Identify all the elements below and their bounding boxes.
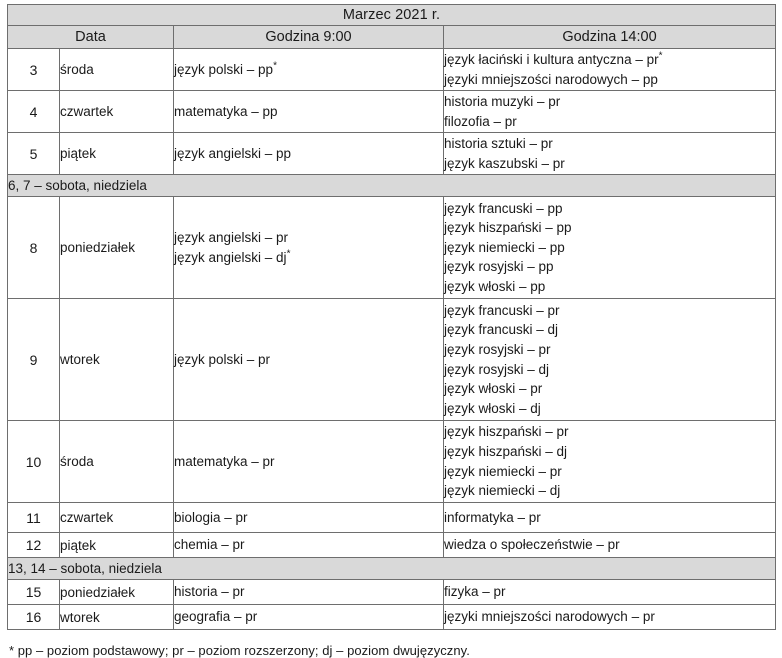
title-row (8, 5, 776, 26)
afternoon-subjects-cell (444, 605, 776, 630)
subject-entry: filozofia – pr (444, 113, 517, 129)
subject-entry: język hiszpański – pr (444, 424, 569, 440)
weekend-label: 6, 7 – sobota, niedziela (8, 175, 776, 197)
subject-entry: język niemiecki – dj (444, 483, 561, 499)
subject-entry: język rosyjski – dj (444, 361, 550, 377)
table-body (8, 49, 776, 630)
subject-entry: matematyka – pr (174, 453, 275, 469)
morning-subjects-cell (174, 299, 444, 421)
day-number-cell: 16 (8, 605, 60, 630)
day-number-cell: 15 (8, 580, 60, 605)
subject-entry: język francuski – dj (444, 322, 559, 338)
subject-entry: język hiszpański – dj (444, 443, 568, 459)
subject-entry: język angielski – pr (174, 229, 289, 245)
footnote-marker: * (658, 50, 663, 62)
footnote-marker: * (286, 248, 291, 259)
subject-entry: język angielski – dj* (174, 248, 291, 265)
exam-day-row (8, 503, 776, 533)
subject-entry: język rosyjski – pr (444, 341, 551, 357)
day-name-cell: czwartek (60, 503, 174, 533)
subject-entry: język polski – pp* (174, 60, 277, 77)
exam-day-row (8, 197, 776, 299)
subject-entry: język łaciński i kultura antyczna – pr* (444, 50, 663, 67)
exam-day-row (8, 605, 776, 630)
exam-day-row (8, 133, 776, 175)
subject-entry: język kaszubski – pr (444, 155, 565, 171)
day-number-cell: 9 (8, 299, 60, 421)
day-name-cell: poniedziałek (60, 580, 174, 605)
subject-entry: język polski – pr (174, 351, 271, 367)
morning-subjects-cell (174, 421, 444, 503)
afternoon-subjects-cell (444, 91, 776, 133)
subject-entry: język włoski – pp (444, 278, 546, 294)
subject-entry: historia muzyki – pr (444, 93, 561, 109)
day-number-cell: 3 (8, 49, 60, 91)
afternoon-subjects-cell (444, 299, 776, 421)
subject-entry: chemia – pr (174, 537, 245, 553)
footnote-marker: * (273, 60, 277, 72)
subject-entry: języki mniejszości narodowych – pp (444, 71, 658, 87)
subject-entry: język włoski – pr (444, 381, 543, 397)
day-name-cell: wtorek (60, 299, 174, 421)
subject-entry: matematyka – pp (174, 103, 278, 119)
subject-entry: biologia – pr (174, 509, 248, 525)
subject-entry: fizyka – pr (444, 584, 506, 600)
exam-day-row (8, 299, 776, 421)
morning-subjects-cell (174, 91, 444, 133)
morning-subjects-cell (174, 533, 444, 558)
subject-entry: historia – pr (174, 584, 245, 600)
afternoon-subjects-cell (444, 49, 776, 91)
subject-entry: język angielski – pp (174, 145, 292, 161)
exam-day-row (8, 421, 776, 503)
subject-entry: język hiszpański – pp (444, 220, 572, 236)
afternoon-subjects-cell (444, 580, 776, 605)
column-header-slot-morning: Godzina 9:00 (174, 26, 444, 49)
subject-entry: język niemiecki – pp (444, 239, 565, 255)
day-number-cell: 11 (8, 503, 60, 533)
exam-day-row (8, 533, 776, 558)
day-number-cell: 4 (8, 91, 60, 133)
weekend-row (8, 175, 776, 197)
morning-subjects-cell (174, 49, 444, 91)
subject-entry: język rosyjski – pp (444, 259, 554, 275)
day-name-cell: wtorek (60, 605, 174, 630)
day-number-cell: 5 (8, 133, 60, 175)
subject-entry: informatyka – pr (444, 509, 541, 525)
morning-subjects-cell (174, 503, 444, 533)
exam-day-row (8, 91, 776, 133)
morning-subjects-cell (174, 580, 444, 605)
subject-entry: język włoski – dj (444, 400, 541, 416)
afternoon-subjects-cell (444, 503, 776, 533)
column-header-date: Data (8, 26, 174, 49)
morning-subjects-cell (174, 133, 444, 175)
table-title: Marzec 2021 r. (8, 5, 776, 26)
subject-entry: geografia – pr (174, 609, 258, 625)
morning-subjects-cell (174, 605, 444, 630)
subject-entry: język francuski – pp (444, 200, 563, 216)
subject-entry: język niemiecki – pr (444, 463, 562, 479)
day-name-cell: piątek (60, 133, 174, 175)
column-header-row (8, 26, 776, 49)
afternoon-subjects-cell (444, 421, 776, 503)
afternoon-subjects-cell (444, 197, 776, 299)
day-name-cell: piątek (60, 533, 174, 558)
day-number-cell: 12 (8, 533, 60, 558)
morning-subjects-cell (174, 197, 444, 299)
day-number-cell: 8 (8, 197, 60, 299)
table-header (8, 5, 776, 49)
weekend-row (8, 558, 776, 580)
afternoon-subjects-cell (444, 533, 776, 558)
day-number-cell: 10 (8, 421, 60, 503)
day-name-cell: środa (60, 421, 174, 503)
exam-schedule-table (7, 4, 776, 630)
subject-entry: języki mniejszości narodowych – pr (444, 609, 655, 625)
subject-entry: wiedza o społeczeństwie – pr (444, 537, 620, 553)
weekend-label: 13, 14 – sobota, niedziela (8, 558, 776, 580)
exam-day-row (8, 580, 776, 605)
subject-entry: historia sztuki – pr (444, 135, 553, 151)
exam-day-row (8, 49, 776, 91)
day-name-cell: czwartek (60, 91, 174, 133)
column-header-slot-afternoon: Godzina 14:00 (444, 26, 776, 49)
subject-entry: język francuski – pr (444, 302, 560, 318)
afternoon-subjects-cell (444, 133, 776, 175)
day-name-cell: środa (60, 49, 174, 91)
level-legend-footnote: * pp – poziom podstawowy; pr – poziom rozszerzony; dj – poziom dwujęzyczny. (9, 643, 470, 658)
day-name-cell: poniedziałek (60, 197, 174, 299)
